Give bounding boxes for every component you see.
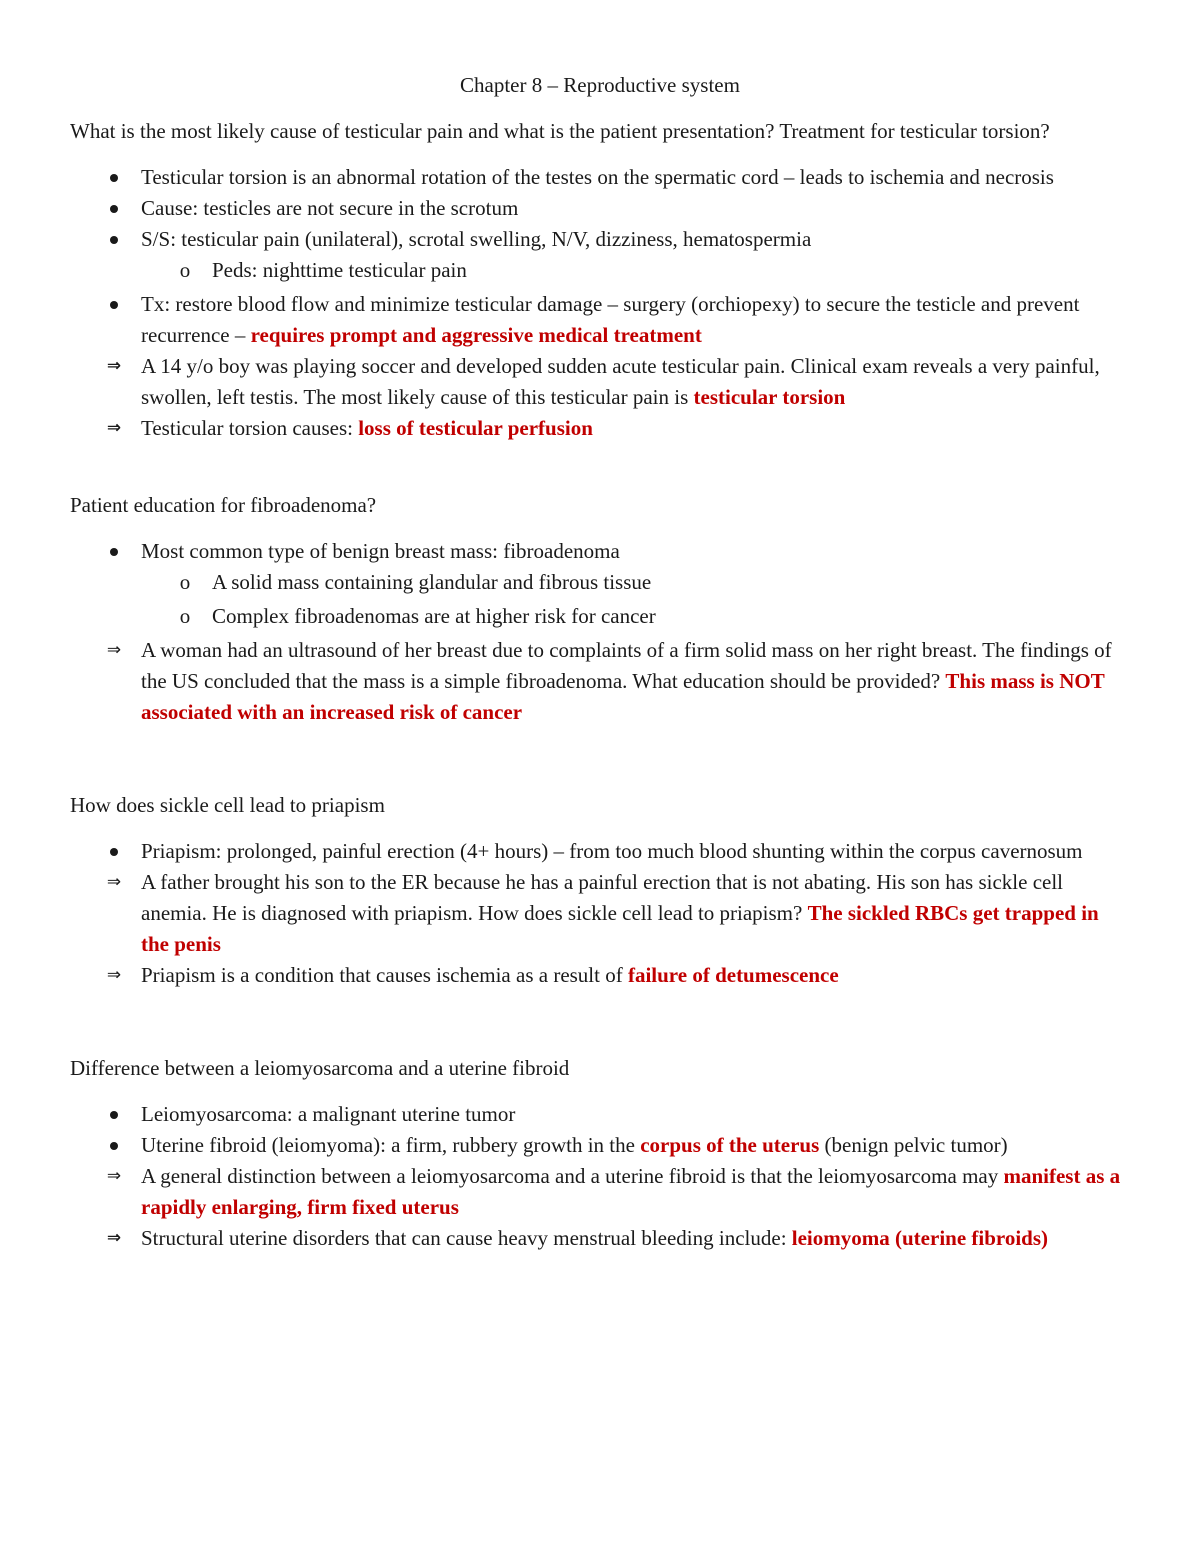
- arrow-right-icon: ⇒: [106, 1166, 122, 1186]
- answer-list: [70, 1099, 1130, 1254]
- item-text: (benign pelvic tumor): [819, 1133, 1008, 1157]
- section-testicular-torsion: [70, 116, 1130, 444]
- item-text: A father brought his son to the ER because he has a painful erection that is not abating. His son has sickle cell anemia. He is diagnosed with priapism. How does sickle cell lead to priapism?: [141, 870, 1064, 925]
- answer-highlight: corpus of the uterus: [640, 1133, 820, 1157]
- list-item: [70, 1099, 1130, 1130]
- list-item: [70, 635, 1130, 728]
- item-text: Structural uterine disorders that can cause heavy menstrual bleeding include:: [141, 1226, 792, 1250]
- answer-highlight: requires prompt and aggressive medical treatment: [250, 323, 702, 347]
- list-item: [70, 1130, 1130, 1161]
- item-text: Cause: testicles are not secure in the scrotum: [141, 196, 519, 220]
- list-item: [70, 867, 1130, 960]
- item-text: Testicular torsion causes:: [141, 416, 359, 440]
- item-text: Uterine fibroid (leiomyoma): a firm, rubbery growth in the: [141, 1133, 641, 1157]
- item-text: A woman had an ultrasound of her breast due to complaints of a firm solid mass on her right breast. The findings of the US concluded that the mass is a simple fibroadenoma. What education should be provided?: [141, 638, 1112, 693]
- list-item: [70, 960, 1130, 991]
- section-fibroadenoma: [70, 490, 1130, 728]
- answer-highlight: This mass is NOT associated with an increased risk of cancer: [141, 669, 1105, 724]
- answer-list: [70, 836, 1130, 991]
- item-text: A solid mass containing glandular and fibrous tissue: [212, 570, 652, 594]
- answer-list: [70, 162, 1130, 444]
- item-text: A 14 y/o boy was playing soccer and developed sudden acute testicular pain. Clinical exam reveals a very painful, swollen, left testis. The most likely cause of this testicular pain is: [141, 354, 1100, 409]
- document-page: [70, 70, 1130, 1254]
- answer-list: [70, 536, 1130, 728]
- list-item: [70, 536, 1130, 567]
- question-heading: How does sickle cell lead to priapism: [70, 793, 385, 817]
- arrow-right-icon: ⇒: [106, 965, 122, 985]
- section-priapism: [70, 790, 1130, 991]
- answer-highlight: The sickled RBCs get trapped in the penis: [141, 901, 1099, 956]
- list-item: [70, 1223, 1130, 1254]
- arrow-right-icon: ⇒: [106, 356, 122, 376]
- list-item: [70, 224, 1130, 255]
- bullet-icon: [104, 224, 124, 255]
- page-title: Chapter 8 – Reproductive system: [460, 73, 740, 97]
- bullet-icon: [104, 289, 124, 320]
- item-text: Most common type of benign breast mass: fibroadenoma: [141, 539, 620, 563]
- arrow-right-icon: ⇒: [106, 1228, 122, 1248]
- sub-list-item: [70, 567, 1130, 598]
- list-item: [70, 193, 1130, 224]
- bullet-icon: [104, 536, 124, 567]
- list-item: [70, 1161, 1130, 1223]
- answer-highlight: testicular torsion: [693, 385, 846, 409]
- item-text: A general distinction between a leiomyosarcoma and a uterine fibroid is that the leiomyosarcoma may: [141, 1164, 1004, 1188]
- circle-bullet-icon: o: [179, 258, 191, 282]
- item-text: S/S: testicular pain (unilateral), scrotal swelling, N/V, dizziness, hematospermia: [141, 227, 812, 251]
- list-item: [70, 162, 1130, 193]
- arrow-right-icon: ⇒: [106, 640, 122, 660]
- answer-highlight: loss of testicular perfusion: [358, 416, 593, 440]
- item-text: Peds: nighttime testicular pain: [212, 258, 467, 282]
- question-heading: Difference between a leiomyosarcoma and a uterine fibroid: [70, 1056, 570, 1080]
- answer-highlight: leiomyoma (uterine fibroids): [791, 1226, 1049, 1250]
- item-text: Tx: restore blood flow and minimize testicular damage – surgery (orchiopexy) to secure the testicle and prevent recurrence –: [141, 292, 1080, 347]
- answer-highlight: failure of detumescence: [627, 963, 839, 987]
- section-leiomyosarcoma: [70, 1053, 1130, 1254]
- item-text: Priapism is a condition that causes ischemia as a result of: [141, 963, 628, 987]
- bullet-icon: [104, 1099, 124, 1130]
- arrow-right-icon: ⇒: [106, 418, 122, 438]
- answer-highlight: manifest as a rapidly enlarging, firm fixed uterus: [141, 1164, 1121, 1219]
- bullet-icon: [104, 162, 124, 193]
- arrow-right-icon: ⇒: [106, 872, 122, 892]
- sub-list-item: [70, 255, 1130, 286]
- item-text: Testicular torsion is an abnormal rotation of the testes on the spermatic cord – leads to ischemia and necrosis: [141, 165, 1054, 189]
- item-text: Complex fibroadenomas are at higher risk for cancer: [212, 604, 656, 628]
- question-heading: What is the most likely cause of testicular pain and what is the patient presentation? Treatment for testicular torsion?: [70, 119, 1050, 143]
- bullet-icon: [104, 193, 124, 224]
- list-item: [70, 351, 1130, 413]
- item-text: Priapism: prolonged, painful erection (4+ hours) – from too much blood shunting within the corpus cavernosum: [141, 839, 1083, 863]
- list-item: [70, 836, 1130, 867]
- bullet-icon: [104, 836, 124, 867]
- sub-list-item: [70, 601, 1130, 632]
- list-item: [70, 289, 1130, 351]
- circle-bullet-icon: o: [179, 604, 191, 628]
- item-text: Leiomyosarcoma: a malignant uterine tumor: [141, 1102, 516, 1126]
- bullet-icon: [104, 1130, 124, 1161]
- circle-bullet-icon: o: [179, 570, 191, 594]
- list-item: [70, 413, 1130, 444]
- question-heading: Patient education for fibroadenoma?: [70, 493, 377, 517]
